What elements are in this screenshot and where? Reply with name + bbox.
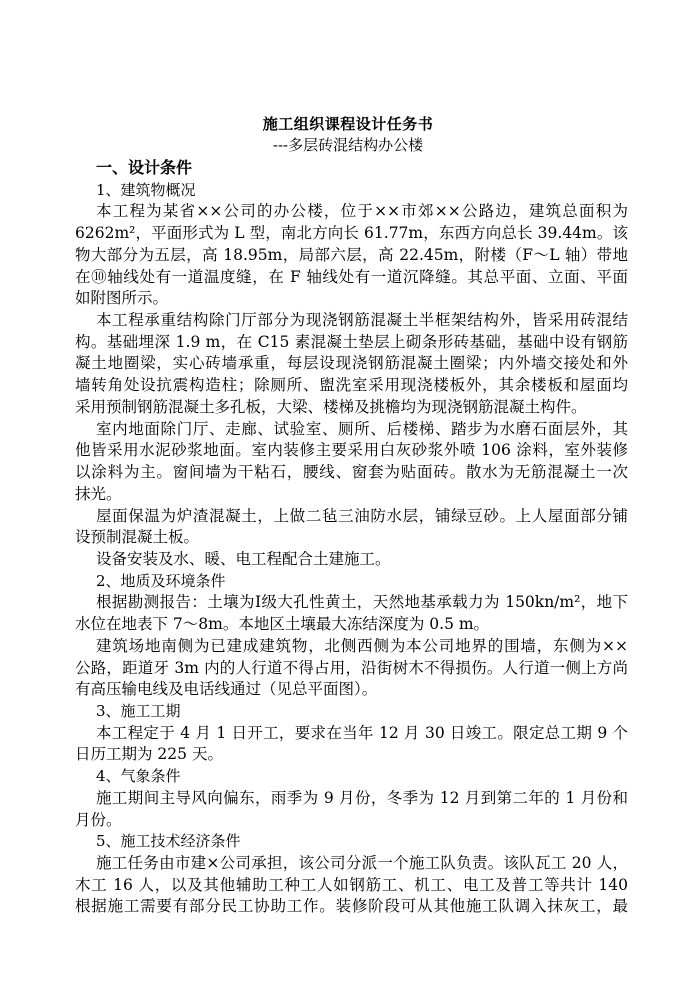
- paragraph-line: 墙转角处设抗震构造柱；除厕所、盥洗室采用现浇楼板外，其余楼板和屋面均: [75, 376, 628, 395]
- paragraph-line: 设备安装及水、暖、电工程配合土建施工。: [96, 549, 391, 568]
- paragraph-line: 他皆采用水泥砂浆地面。室内装修主要采用白灰砂浆外喷 106 涂料，室外装修: [75, 441, 628, 460]
- paragraph-line: 在⑩轴线处有一道温度缝，在 F 轴线处有一道沉降缝。其总平面、立面、平面: [75, 267, 628, 286]
- paragraph-line: 根据勘测报告：土壤为Ⅰ级大孔性黄土，天然地基承载力为 150kn/m²，地下: [96, 593, 628, 612]
- paragraph-line: 本工程为某省××公司的办公楼，位于××市郊××公路边，建筑总面积为: [96, 202, 628, 221]
- paragraph-line: 物大部分为五层，高 18.95m，局部六层，高 22.45m，附楼（F～L 轴）带地: [75, 245, 628, 264]
- paragraph-line: 日历工期为 225 天。: [75, 745, 223, 764]
- paragraph-line: 木工 16 人，以及其他辅助工种工人如钢筋工、机工、电工及普工等共计 140: [75, 875, 628, 894]
- paragraph-line: 水位在地表下 7～8m。本地区土壤最大冻结深度为 0.5 m。: [75, 615, 490, 634]
- paragraph-line: 如附图所示。: [75, 289, 169, 308]
- paragraph-line: 6262m²，平面形式为 L 型，南北方向长 61.77m，东西方向总长 39.44m。该: [75, 224, 628, 243]
- subsection-heading: 2、地质及环境条件: [96, 571, 226, 590]
- paragraph-line: 设预制混凝土板。: [75, 528, 200, 547]
- document-subtitle: ---多层砖混结构办公楼: [272, 136, 424, 154]
- subsection-heading: 5、施工技术经济条件: [96, 832, 241, 851]
- subsection-heading: 1、建筑物概况: [96, 180, 196, 199]
- subsection-heading: 3、施工工期: [96, 702, 181, 720]
- paragraph-line: 施工期间主导风向偏东，雨季为 9 月份，冬季为 12 月到第二年的 1 月份和: [96, 788, 628, 807]
- paragraph-line: 建筑场地南侧为已建成建筑物，北侧西侧为本公司地界的围墙，东侧为××: [96, 636, 628, 655]
- paragraph-line: 月份。: [75, 810, 122, 829]
- paragraph-line: 公路，距道牙 3m 内的人行道不得占用，沿街树木不得损伤。人行道一侧上方尚: [75, 658, 628, 677]
- document-title: 施工组织课程设计任务书: [262, 115, 434, 133]
- paragraph-line: 屋面保温为炉渣混凝土，上做二毡三油防水层，铺绿豆砂。上人屋面部分铺: [96, 506, 628, 525]
- paragraph-line: 凝土地圈梁，实心砖墙承重，每层设现浇钢筋混凝土圈梁；内外墙交接处和外: [75, 354, 628, 373]
- paragraph-line: 室内地面除门厅、走廊、试验室、厕所、后楼梯、踏步为水磨石面层外，其: [96, 419, 628, 438]
- section-heading: 一、设计条件: [96, 158, 193, 177]
- paragraph-line: 构。基础埋深 1.9 m，在 C15 素混凝土垫层上砌条形砖基础，基础中设有钢筋: [75, 332, 628, 351]
- paragraph-line: 本工程承重结构除门厅部分为现浇钢筋混凝土半框架结构外，皆采用砖混结: [96, 311, 628, 330]
- paragraph-line: 施工任务由市建×公司承担，该公司分派一个施工队负责。该队瓦工 20 人，: [96, 854, 628, 873]
- paragraph-line: 本工程定于 4 月 1 日开工，要求在当年 12 月 30 日竣工。限定总工期 9 个: [96, 723, 628, 742]
- paragraph-line: 根据施工需要有部分民工协助工作。装修阶段可从其他施工队调入抹灰工，最: [75, 897, 628, 916]
- paragraph-line: 采用预制钢筋混凝土多孔板，大梁、楼梯及挑檐均为现浇钢筋混凝土构件。: [75, 397, 587, 416]
- subsection-heading: 4、气象条件: [96, 767, 181, 786]
- paragraph-line: 有高压输电线及电话线通过（见总平面图）。: [75, 680, 378, 699]
- paragraph-line: 以涂料为主。窗间墙为干粘石，腰线、窗套为贴面砖。散水为无筋混凝土一次: [75, 463, 628, 482]
- paragraph-line: 抹光。: [75, 484, 122, 503]
